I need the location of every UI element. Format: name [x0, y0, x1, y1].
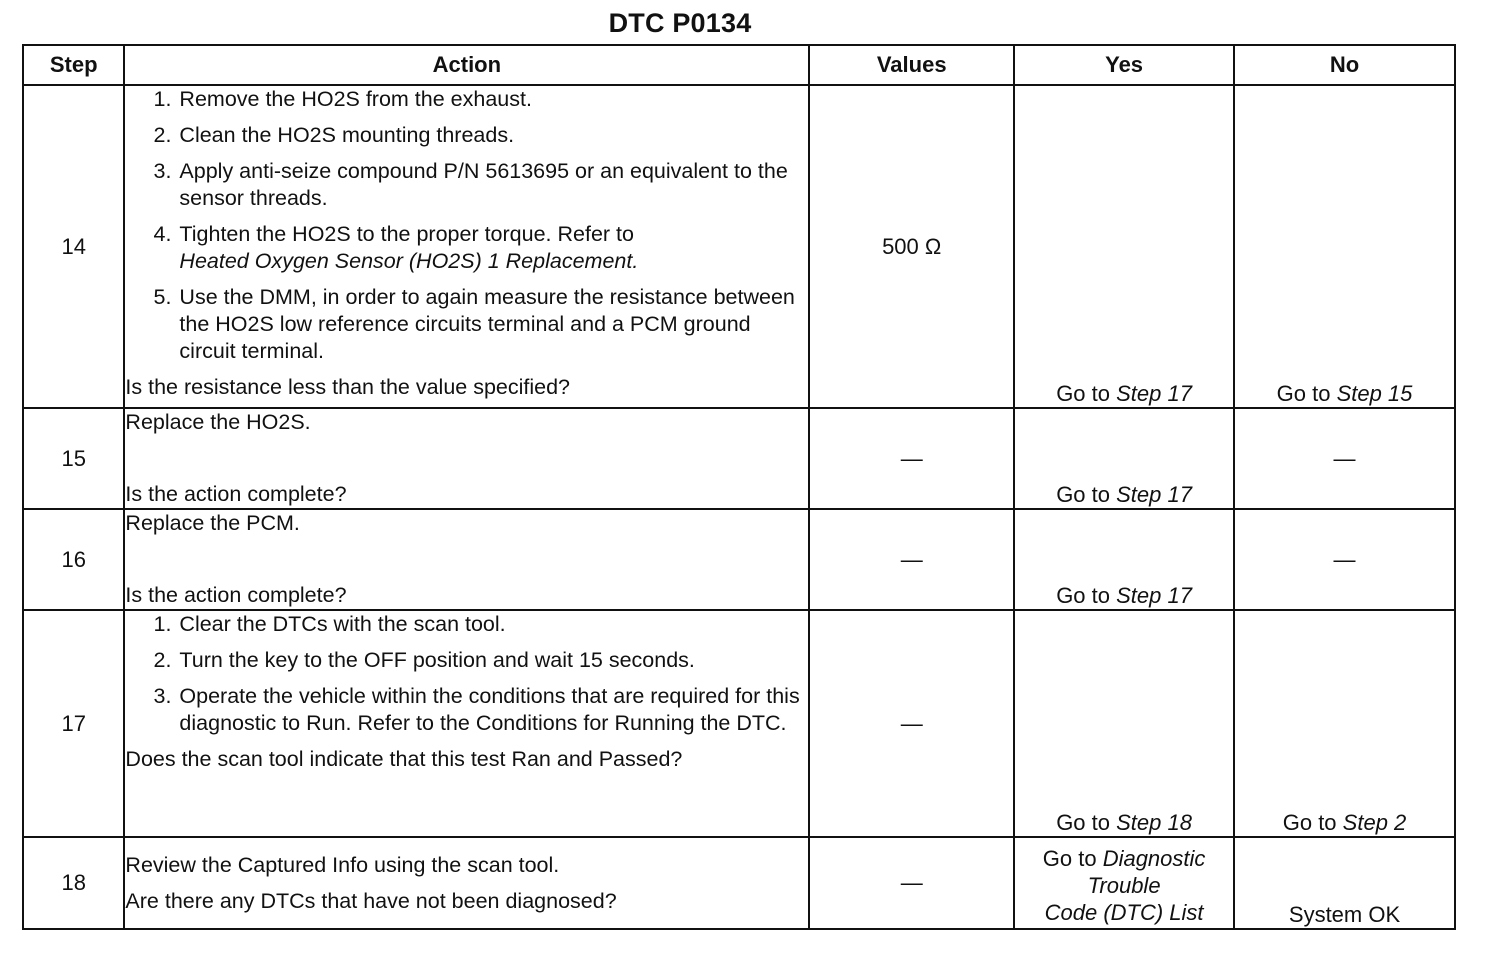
list-item: 4. Tighten the HO2S to the proper torque. Refer to Heated Oxygen Sensor (HO2S) 1 Replacement.: [153, 222, 639, 273]
go-to-step-link[interactable]: Step 15: [1336, 381, 1413, 406]
action-cell: [124, 509, 809, 610]
action-text: Review the Captured Info using the scan tool.: [125, 853, 560, 877]
header-step: Step: [23, 45, 124, 85]
header-no: No: [1234, 45, 1455, 85]
header-action: Action: [124, 45, 809, 85]
list-item: 5. Use the DMM, in order to again measure the resistance between the HO2S low reference circuits terminal and a PCM ground circuit terminal.: [153, 285, 795, 363]
header-yes: Yes: [1014, 45, 1234, 85]
action-question: Are there any DTCs that have not been diagnosed?: [125, 889, 617, 913]
yes-cell: Go to Diagnostic Trouble Code (DTC) List: [1014, 837, 1234, 929]
yes-cell: Go to Step 18: [1014, 610, 1234, 837]
yes-cell: Go to Step 17: [1014, 509, 1234, 610]
table-row-step-16: [23, 509, 1455, 610]
step-number: 17: [23, 610, 124, 837]
table-row-step-18: [23, 837, 1455, 929]
values-cell: —: [809, 509, 1014, 610]
go-to-step-link[interactable]: Step 17: [1116, 482, 1192, 507]
action-text: Replace the PCM.: [125, 511, 300, 535]
action-question: Is the resistance less than the value specified?: [125, 375, 571, 399]
no-cell: Go to Step 2: [1234, 610, 1455, 837]
go-to-step-link[interactable]: Step 17: [1116, 381, 1192, 406]
go-to-step-link[interactable]: Step 18: [1116, 810, 1192, 835]
action-question: Is the action complete?: [125, 482, 347, 506]
action-steps-list: [125, 86, 808, 365]
action-steps-list: [125, 611, 808, 737]
action-cell: [124, 85, 809, 408]
go-to-step-link[interactable]: Step 2: [1342, 810, 1407, 835]
replacement-reference-link[interactable]: Heated Oxygen Sensor (HO2S) 1 Replacement.: [179, 249, 639, 273]
action-question: Does the scan tool indicate that this test Ran and Passed?: [125, 747, 683, 771]
action-text: Replace the HO2S.: [125, 410, 311, 434]
values-cell: —: [809, 610, 1014, 837]
page-title: DTC P0134: [608, 8, 752, 38]
list-item: 3. Operate the vehicle within the conditions that are required for this diagnostic to Run. Refer to the Conditions for Running the DTC.: [153, 684, 800, 735]
header-row: [23, 45, 1455, 85]
dtc-list-link[interactable]: Diagnostic: [1102, 846, 1206, 871]
diagnostic-table: [22, 44, 1456, 930]
list-item: 1. Remove the HO2S from the exhaust.: [153, 87, 532, 111]
values-cell: 500 Ω: [809, 85, 1014, 408]
yes-cell: Go to Step 17: [1014, 85, 1234, 408]
values-cell: —: [809, 837, 1014, 929]
action-question: Is the action complete?: [125, 583, 347, 607]
step-number: 14: [23, 85, 124, 408]
step-number: 18: [23, 837, 124, 929]
step-number: 16: [23, 509, 124, 610]
action-cell: [124, 837, 809, 929]
header-values: Values: [809, 45, 1014, 85]
list-item: 1. Clear the DTCs with the scan tool.: [153, 612, 506, 636]
table-row-step-15: [23, 408, 1455, 509]
list-item: 2. Clean the HO2S mounting threads.: [153, 123, 515, 147]
values-cell: —: [809, 408, 1014, 509]
action-cell: [124, 408, 809, 509]
no-cell: —: [1234, 509, 1455, 610]
go-to-step-link[interactable]: Step 17: [1116, 583, 1192, 608]
action-cell: [124, 610, 809, 837]
list-item: 3. Apply anti-seize compound P/N 5613695 or an equivalent to the sensor threads.: [153, 159, 788, 210]
no-cell: —: [1234, 408, 1455, 509]
step-number: 15: [23, 408, 124, 509]
list-item: 2. Turn the key to the OFF position and wait 15 seconds.: [153, 648, 695, 672]
no-cell: System OK: [1234, 837, 1455, 929]
table-row-step-17: [23, 610, 1455, 837]
no-cell: Go to Step 15: [1234, 85, 1455, 408]
table-row-step-14: [23, 85, 1455, 408]
yes-cell: Go to Step 17: [1014, 408, 1234, 509]
